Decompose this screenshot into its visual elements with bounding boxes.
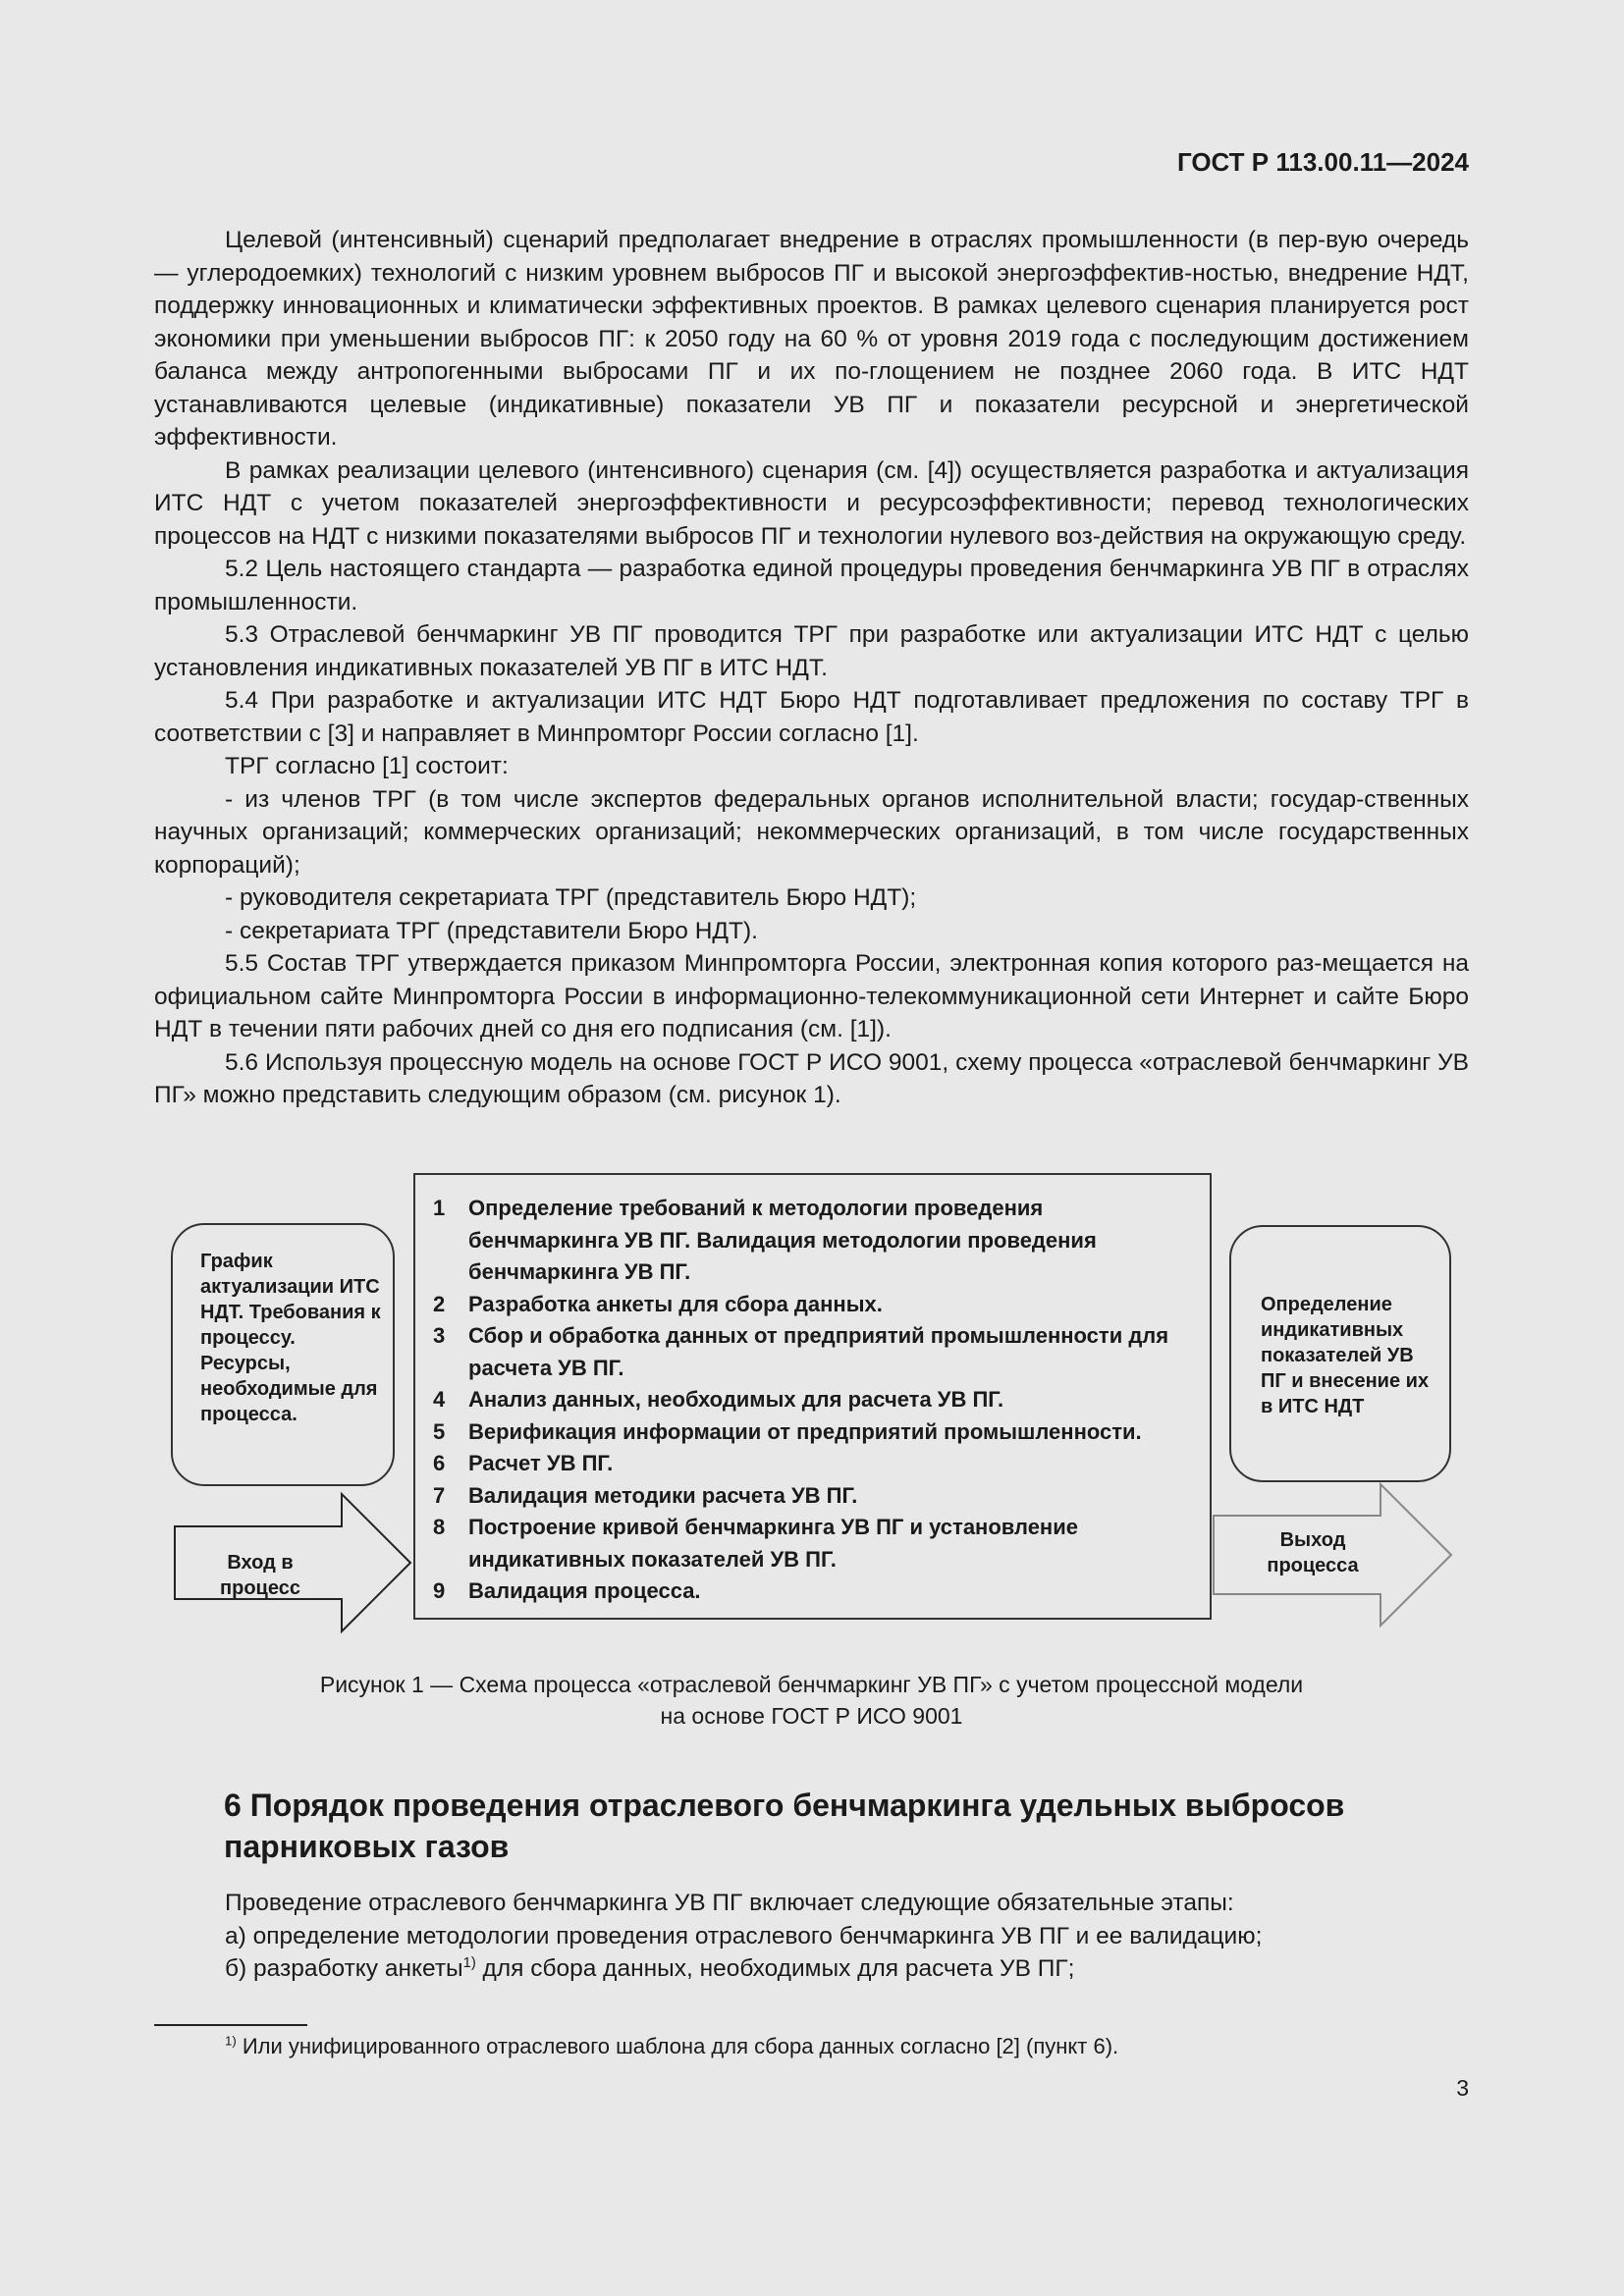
page-number: 3 <box>1456 2075 1469 2101</box>
paragraph: 5.5 Состав ТРГ утверждается приказом Минпромторга России, электронная копия которого раз-мещается на официальном сайте Минпромторга России в информационно-телекоммуникационной сети Интернет и сайте Бюро НДТ в течении пяти рабочих дней со дня его подписания (см. [1]). <box>154 950 1469 1042</box>
footnote-ref: 1) <box>462 1954 476 1971</box>
list-item: - секретариата ТРГ (представители Бюро НДТ). <box>225 917 758 944</box>
process-step: 6 Расчет УВ ПГ. <box>433 1451 614 1475</box>
process-step: 7 Валидация методики расчета УВ ПГ. <box>433 1482 858 1508</box>
list-item: - руководителя секретариата ТРГ (представитель Бюро НДТ); <box>225 884 917 911</box>
list-item: б) разработку анкеты$^{1)}$ для сбора данных, необходимых для расчета УВ ПГ; <box>225 1954 1075 1982</box>
process-steps-box <box>413 1173 1212 1620</box>
process-step: 4 Анализ данных, необходимых для расчета УВ ПГ. <box>433 1387 1004 1412</box>
process-step: 9 Валидация процесса. <box>433 1578 701 1603</box>
process-step: 8 Построение кривой бенчмаркинга УВ ПГ и установление индикативных показателей УВ ПГ. <box>433 1515 1078 1572</box>
paragraph: Целевой (интенсивный) сценарий предполагает внедрение в отраслях промышленности (в пер-вую очередь — углеродоемких) технологий с низким уровнем выбросов ПГ и высокой энергоэффектив-ностью, внедрение НДТ, поддержку инновационных и климатически эффективных проектов. В рамках целевого сценария планируется рост экономики при уменьшении выбросов ПГ: к 2050 году на 60 % от уровня 2019 года с последующим достижением баланса между антропогенными выбросами ПГ и их по-глощением не позднее 2060 года. В ИТС НДТ устанавливаются целевые (индикативные) показатели УВ ПГ и показатели ресурсной и энергетической эффективности. <box>154 227 1469 451</box>
process-outputs-box: Определение индикативных показателей УВ ПГ и внесение их в ИТС НДТ <box>1229 1225 1451 1482</box>
process-step: 5 Верификация информации от предприятий промышленности. <box>433 1418 1142 1444</box>
process-step: 3 Сбор и обработка данных от предприятий промышленности для расчета УВ ПГ. <box>433 1323 1169 1380</box>
section-body <box>154 1887 1469 1986</box>
paragraph: 5.3 Отраслевой бенчмаркинг УВ ПГ проводится ТРГ при разработке или актуализации ИТС НДТ с целью установления индикативных показателей УВ ПГ в ИТС НДТ. <box>154 621 1469 681</box>
paragraph: 5.4 При разработке и актуализации ИТС НДТ Бюро НДТ подготавливает предложения по составу ТРГ в соответствии с [3] и направляет в Минпромторг России согласно [1]. <box>154 687 1469 747</box>
paragraph: В рамках реализации целевого (интенсивного) сценария (см. [4]) осуществляется разработка и актуализация ИТС НДТ с учетом показателей энергоэффективности и ресурсоэффективности; перевод технологических процессов на НДТ с низкими показателями выбросов ПГ и технологии нулевого воз-действия на окружающую среду. <box>154 456 1469 550</box>
footnote: $^{1)}$ Или унифицированного отраслевого шаблона для сбора данных согласно [2] (пункт 6). <box>225 2033 1119 2058</box>
input-arrow-label: Вход в процесс <box>220 1552 300 1599</box>
process-step: 2 Разработка анкеты для сбора данных. <box>433 1291 883 1316</box>
paragraph: 5.6 Используя процессную модель на основе ГОСТ Р ИСО 9001, схему процесса «отраслевой бенчмаркинг УВ ПГ» можно представить следующим образом (см. рисунок 1). <box>154 1048 1469 1108</box>
paragraph: 5.2 Цель настоящего стандарта — разработка единой процедуры проведения бенчмаркинга УВ ПГ в отраслях промышленности. <box>154 556 1469 615</box>
document-id-header: ГОСТ Р 113.00.11—2024 <box>1176 147 1469 177</box>
figure-caption: Рисунок 1 — Схема процесса «отраслевой бенчмаркинг УВ ПГ» с учетом процессной модели на основе ГОСТ Р ИСО 9001 <box>319 1672 1304 1729</box>
footnote-rule <box>154 2024 307 2026</box>
section-title: 6 Порядок проведения отраслевого бенчмаркинга удельных выбросов парниковых газов <box>224 1788 1345 1864</box>
paragraph: Проведение отраслевого бенчмаркинга УВ ПГ включает следующие обязательные этапы: <box>225 1890 1234 1916</box>
output-arrow-label: Выход процесса <box>1267 1529 1359 1576</box>
paragraph: ТРГ согласно [1] состоит: <box>225 753 509 779</box>
footnote-mark: 1) <box>225 2033 237 2049</box>
process-step: 1 Определение требований к методологии проведения бенчмаркинга УВ ПГ. Валидация методологии проведения бенчмаркинга УВ ПГ. <box>433 1196 1097 1284</box>
list-item: а) определение методологии проведения отраслевого бенчмаркинга УВ ПГ и ее валидацию; <box>225 1922 1263 1949</box>
list-item: - из членов ТРГ (в том числе экспертов федеральных органов исполнительной власти; государ-ственных научных организаций; коммерческих организаций; некоммерческих организаций, в том числе государственных корпораций); <box>154 785 1469 879</box>
process-inputs-box: График актуализации ИТС НДТ. Требования к процессу. Ресурсы, необходимые для процесса. <box>171 1223 395 1486</box>
